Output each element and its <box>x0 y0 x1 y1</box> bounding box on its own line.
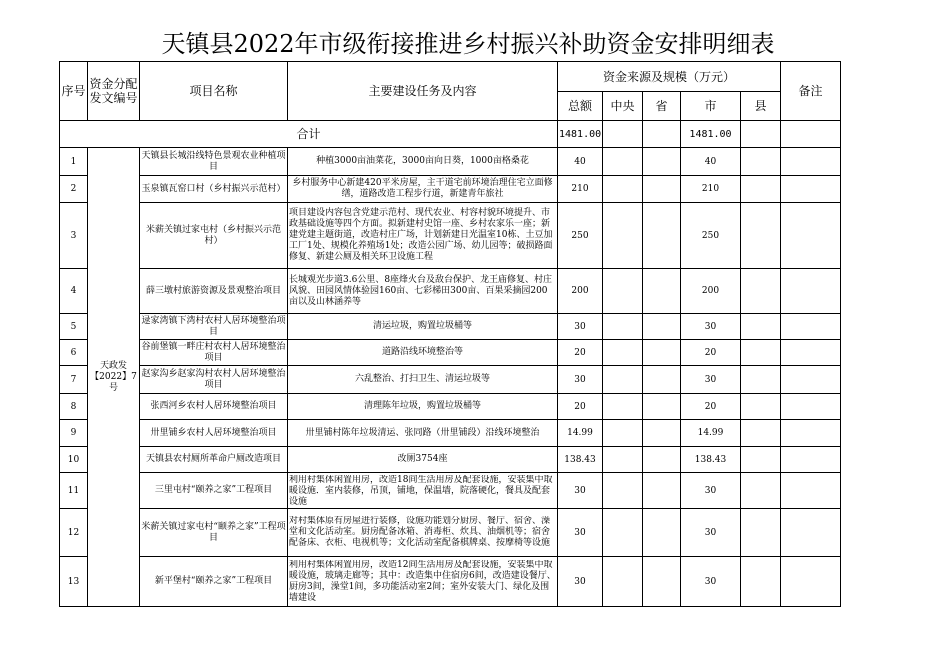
row-content: 清运垃圾，购置垃圾桶等 <box>288 314 558 340</box>
row-central <box>603 394 643 420</box>
table-row <box>60 340 841 366</box>
row-central <box>603 340 643 366</box>
row-county <box>741 473 781 509</box>
header-central: 中央 <box>603 92 643 121</box>
table-row <box>60 557 841 607</box>
row-content: 卅里铺村陈年垃圾清运、张同路（卅里铺段）沿线环境整治 <box>288 420 558 447</box>
row-total: 20 <box>558 394 603 420</box>
table-row <box>60 394 841 420</box>
row-content: 项目建设内容包含党建示范村、现代农业、村容村貌环境提升、市政基础设施等四个方面。拟新建村史馆一座、乡村农家乐一座；新建党建主题街道，改造村庄广场，计划新建日光温室10栋、土豆加工厂1处、规模化养殖场1处；改造公园广场、幼儿园等；破损路面修复、新建公厕及相关环卫设施工程 <box>288 203 558 269</box>
row-remark <box>781 340 841 366</box>
row-city: 14.99 <box>681 420 741 447</box>
table-row <box>60 203 841 269</box>
row-total: 40 <box>558 148 603 176</box>
row-city: 250 <box>681 203 741 269</box>
row-seq: 9 <box>60 420 88 447</box>
row-content: 六乱整治、打扫卫生、清运垃圾等 <box>288 366 558 394</box>
row-county <box>741 314 781 340</box>
header-city: 市 <box>681 92 741 121</box>
row-content: 清理陈年垃圾，购置垃圾桶等 <box>288 394 558 420</box>
row-content <box>288 509 558 557</box>
header-remark: 备注 <box>781 62 841 121</box>
row-city: 200 <box>681 269 741 314</box>
row-seq: 5 <box>60 314 88 340</box>
summary-remark <box>781 121 841 148</box>
row-city: 30 <box>681 509 741 557</box>
row-remark <box>781 314 841 340</box>
row-project-name: 逯家湾镇下湾村农村人居环境整治项目 <box>140 314 288 340</box>
row-total: 30 <box>558 509 603 557</box>
row-total: 30 <box>558 366 603 394</box>
funding-table <box>59 61 841 607</box>
row-remark <box>781 557 841 607</box>
row-central <box>603 447 643 473</box>
row-province <box>643 340 681 366</box>
row-central <box>603 366 643 394</box>
row-city: 30 <box>681 314 741 340</box>
header-doc-number: 资金分配发文编号 <box>88 62 140 121</box>
row-total: 30 <box>558 314 603 340</box>
row-total: 210 <box>558 176 603 203</box>
row-province <box>643 269 681 314</box>
row-central <box>603 557 643 607</box>
row-remark <box>781 394 841 420</box>
header-project-name: 项目名称 <box>140 62 288 121</box>
row-remark <box>781 447 841 473</box>
row-project-name: 三里屯村“颐养之家”工程项目 <box>140 473 288 509</box>
row-seq: 4 <box>60 269 88 314</box>
row-remark <box>781 269 841 314</box>
row-province <box>643 473 681 509</box>
row-central <box>603 420 643 447</box>
table-row <box>60 269 841 314</box>
row-province <box>643 203 681 269</box>
row-seq: 11 <box>60 473 88 509</box>
row-content <box>288 557 558 607</box>
row-seq: 7 <box>60 366 88 394</box>
table-row <box>60 148 841 176</box>
table-row <box>60 447 841 473</box>
row-province <box>643 420 681 447</box>
row-project-name: 天镇县农村厕所革命户厕改造项目 <box>140 447 288 473</box>
row-total: 250 <box>558 203 603 269</box>
row-project-name: 新平堡村“颐养之家”工程项目 <box>140 557 288 607</box>
row-project-name: 谷前堡镇一畔庄村农村人居环境整治项目 <box>140 340 288 366</box>
table-row <box>60 420 841 447</box>
row-seq: 12 <box>60 509 88 557</box>
row-county <box>741 269 781 314</box>
row-project-name: 卅里铺乡农村人居环境整治项目 <box>140 420 288 447</box>
table-row <box>60 366 841 394</box>
row-county <box>741 420 781 447</box>
row-city: 20 <box>681 394 741 420</box>
row-content <box>288 473 558 509</box>
row-central <box>603 509 643 557</box>
header-total: 总额 <box>558 92 603 121</box>
header-county: 县 <box>741 92 781 121</box>
row-city: 40 <box>681 148 741 176</box>
row-content: 乡村服务中心新建420平米房屋，主干道宅前环境治理住宅立面修缮，道路改造工程步行道，新建青年旅社 <box>288 176 558 203</box>
row-remark <box>781 176 841 203</box>
row-county <box>741 340 781 366</box>
header-content: 主要建设任务及内容 <box>288 62 558 121</box>
row-province <box>643 366 681 394</box>
row-province <box>643 557 681 607</box>
summary-county <box>741 121 781 148</box>
row-project-name: 赵家沟乡赵家沟村农村人居环境整治项目 <box>140 366 288 394</box>
row-central <box>603 176 643 203</box>
row-city: 30 <box>681 557 741 607</box>
row-remark <box>781 148 841 176</box>
table-row <box>60 314 841 340</box>
row-remark <box>781 509 841 557</box>
row-content: 长城观光步道3.6公里、8座烽火台及敌台保护、龙王庙修复、村庄风貌、田园风情体验园160亩、七彩梯田300亩、百果采摘园200亩以及山林涵养等 <box>288 269 558 314</box>
row-total: 200 <box>558 269 603 314</box>
row-project-name: 天镇县长城沿线特色景观农业种植项目 <box>140 148 288 176</box>
row-total: 14.99 <box>558 420 603 447</box>
row-total: 20 <box>558 340 603 366</box>
row-project-name: 张西河乡农村人居环境整治项目 <box>140 394 288 420</box>
row-city: 30 <box>681 366 741 394</box>
row-province <box>643 509 681 557</box>
summary-row <box>60 121 841 148</box>
row-city: 20 <box>681 340 741 366</box>
row-project-name: 薛三墩村旅游资源及景观整治项目 <box>140 269 288 314</box>
row-total: 30 <box>558 557 603 607</box>
row-seq: 13 <box>60 557 88 607</box>
row-remark <box>781 473 841 509</box>
row-project-name: 米薪关镇过家屯村（乡村振兴示范村） <box>140 203 288 269</box>
summary-label: 合计 <box>60 121 558 148</box>
header-funding: 资金来源及规模（万元） <box>558 62 781 92</box>
row-content-text: 对村集体原有房屋进行装修，设施功能划分厨房、餐厅、宿舍、澡堂和文化活动室。厨房配备冰箱、消毒柜、炊具、油烟机等；宿舍配备床、衣柜、电视机等；文化活动室配备棋牌桌、按摩椅等设施 <box>289 516 551 548</box>
table-row <box>60 473 841 509</box>
row-content: 改厕3754座 <box>288 447 558 473</box>
page-title: 天镇县2022年市级衔接推进乡村振兴补助资金安排明细表 <box>161 30 775 58</box>
row-seq: 1 <box>60 148 88 176</box>
row-county <box>741 366 781 394</box>
row-content-text: 利用村集体闲置用房，改造18间生活用房及配套设施，安装集中取暖设施．室内装修，吊顶，铺地，保温墙，院落硬化，餐具及配套设施 <box>289 474 553 507</box>
row-central <box>603 473 643 509</box>
row-province <box>643 176 681 203</box>
doc-number-cell: 天政发【2022】7号 <box>88 148 140 607</box>
row-seq: 10 <box>60 447 88 473</box>
row-county <box>741 557 781 607</box>
row-content: 道路沿线环境整治等 <box>288 340 558 366</box>
row-county <box>741 203 781 269</box>
row-county <box>741 148 781 176</box>
row-province <box>643 314 681 340</box>
row-province <box>643 148 681 176</box>
row-province <box>643 447 681 473</box>
row-seq: 8 <box>60 394 88 420</box>
summary-central <box>603 121 643 148</box>
summary-total: 1481.00 <box>558 121 603 148</box>
row-seq: 2 <box>60 176 88 203</box>
row-content-text: 利用村集体闲置用房，改造12间生活用房及配套设施，安装集中取暖设施，玻璃走廊等；其中：改造集中住宿房6间，改造建设餐厅、厨房3间，澡堂1间，多功能活动室2间；室外安装大门、绿化及围墙建设 <box>289 559 556 603</box>
summary-city: 1481.00 <box>681 121 741 148</box>
row-remark <box>781 420 841 447</box>
row-city: 138.43 <box>681 447 741 473</box>
row-total: 30 <box>558 473 603 509</box>
summary-province <box>643 121 681 148</box>
header-province: 省 <box>643 92 681 121</box>
row-city: 210 <box>681 176 741 203</box>
row-total: 138.43 <box>558 447 603 473</box>
row-county <box>741 176 781 203</box>
row-central <box>603 203 643 269</box>
table-row <box>60 176 841 203</box>
row-seq: 3 <box>60 203 88 269</box>
row-county <box>741 509 781 557</box>
row-project-name: 玉泉镇瓦窑口村（乡村振兴示范村） <box>140 176 288 203</box>
row-content: 种植3000亩油菜花，3000亩向日葵，1000亩格桑花 <box>288 148 558 176</box>
row-seq: 6 <box>60 340 88 366</box>
row-project-name: 米薪关镇过家屯村“颐养之家”工程项目 <box>140 509 288 557</box>
row-county <box>741 394 781 420</box>
row-central <box>603 148 643 176</box>
table-row <box>60 509 841 557</box>
row-province <box>643 394 681 420</box>
row-county <box>741 447 781 473</box>
header-seq: 序号 <box>60 62 88 121</box>
row-remark <box>781 203 841 269</box>
row-remark <box>781 366 841 394</box>
row-central <box>603 269 643 314</box>
row-city: 30 <box>681 473 741 509</box>
row-central <box>603 314 643 340</box>
